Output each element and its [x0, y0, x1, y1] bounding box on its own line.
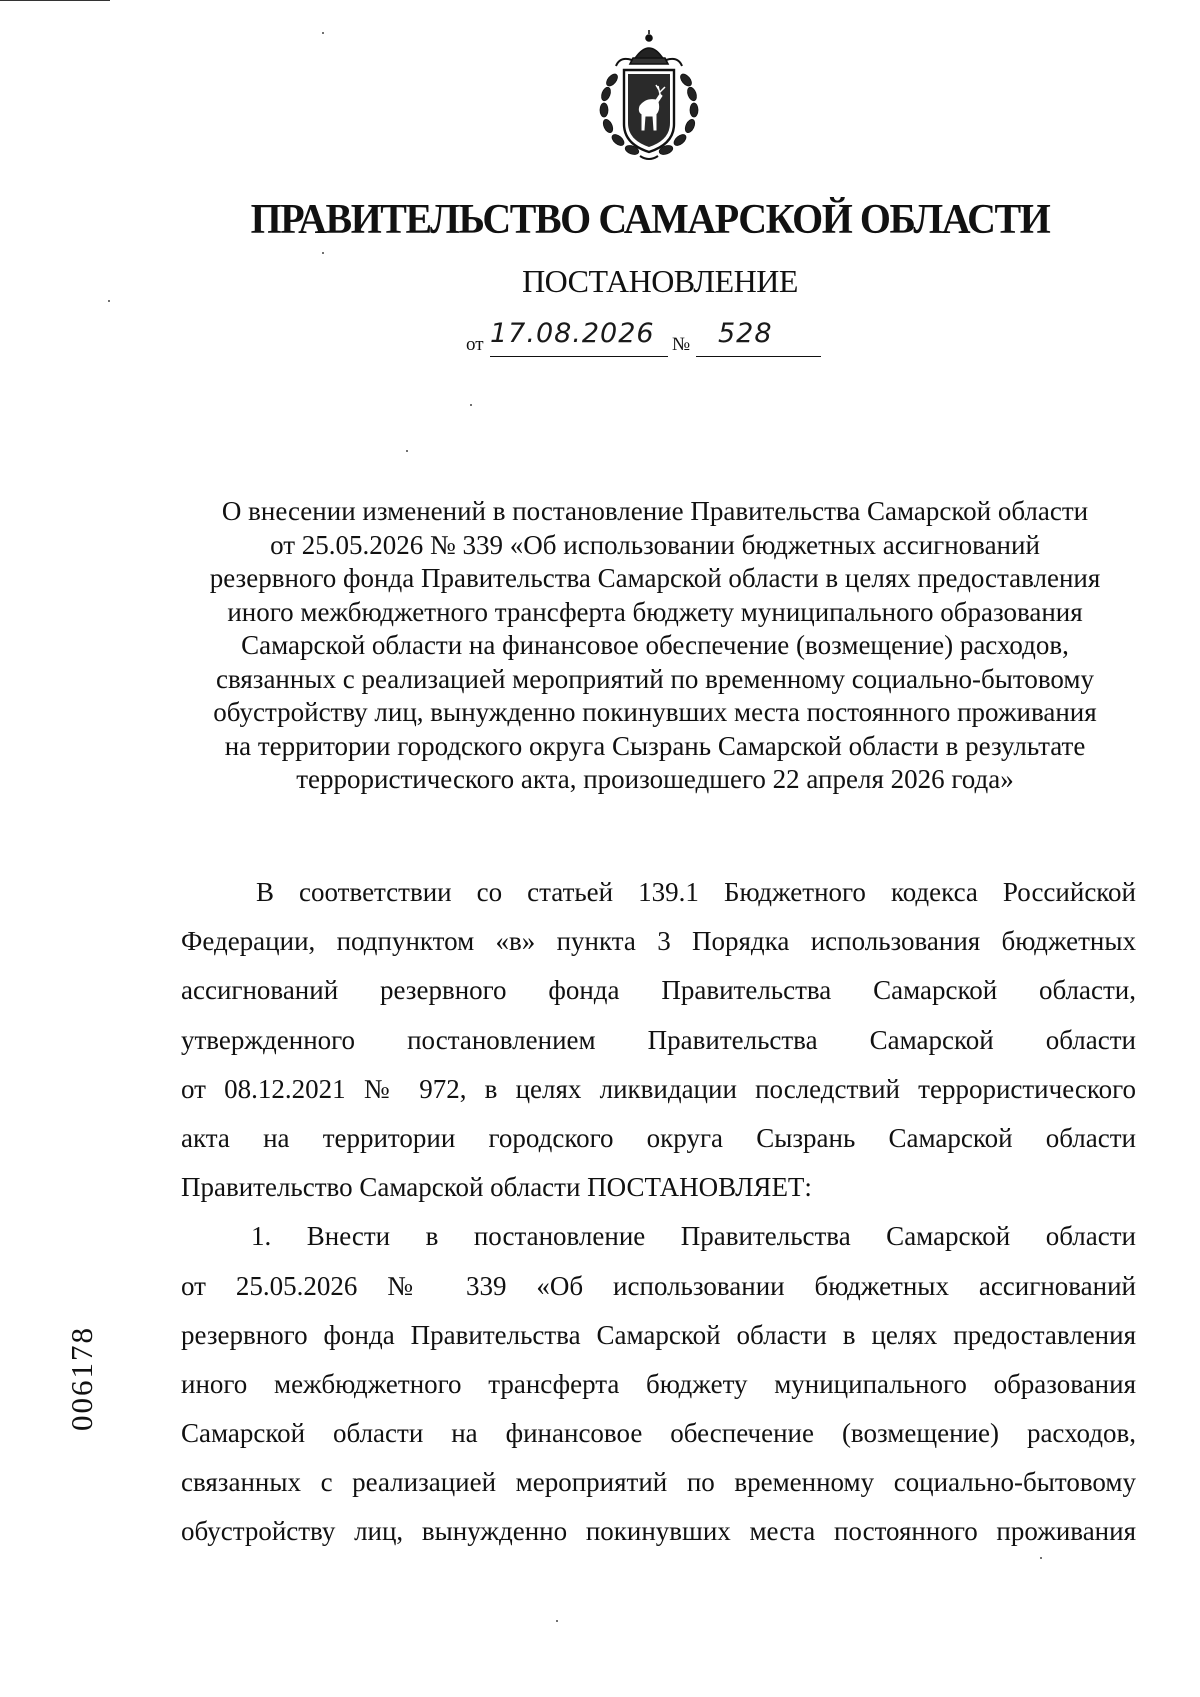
- scan-speck: [108, 300, 110, 302]
- document-subject: [175, 495, 1135, 797]
- date-value: 17.08.2026: [490, 318, 655, 349]
- body-line: Федерации, подпунктом «в» пункта 3 Порядка использования бюджетных: [181, 926, 1136, 957]
- number-prefix-label: №: [672, 334, 691, 355]
- document-type: ПОСТАНОВЛЕНИЕ: [522, 263, 798, 299]
- scan-corner-mark: [0, 0, 110, 1]
- subject-line: на территории городского округа Сызрань Самарской области в результате: [224, 730, 1086, 761]
- body-line: резервного фонда Правительства Самарской области в целях предоставления: [181, 1319, 1136, 1350]
- scan-speck: [322, 252, 324, 254]
- document-body: [181, 868, 1136, 1557]
- subject-line: иного межбюджетного трансферта бюджету муниципального образования: [227, 596, 1083, 627]
- coat-of-arms-icon: [590, 30, 708, 166]
- date-underline: [490, 356, 668, 357]
- body-line: связанных с реализацией мероприятий по временному социально-бытовому: [181, 1467, 1136, 1498]
- body-line: 1. Внести в постановление Правительства Самарской области: [251, 1221, 1136, 1252]
- body-line: В соответствии со статьей 139.1 Бюджетного кодекса Российской: [256, 877, 1136, 907]
- number-underline: [696, 356, 821, 357]
- body-line: утвержденного постановлением Правительства Самарской области: [181, 1024, 1136, 1055]
- body-line: от 25.05.2026 № 339 «Об использовании бюджетных ассигнований: [181, 1270, 1136, 1301]
- subject-line: террористического акта, произошедшего 22 апреля 2026 года»: [296, 764, 1014, 794]
- number-value: 528: [718, 318, 773, 349]
- subject-line: обустройству лиц, вынужденно покинувших места постоянного проживания: [213, 697, 1097, 727]
- date-prefix-label: от: [466, 334, 484, 355]
- subject-line: резервного фонда Правительства Самарской области в целях предоставления: [209, 563, 1101, 593]
- body-line: ассигнований резервного фонда Правительства Самарской области,: [181, 975, 1136, 1006]
- subject-line: от 25.05.2026 № 339 «Об использовании бюджетных ассигнований: [270, 529, 1040, 560]
- scan-speck: [1040, 1557, 1042, 1559]
- body-line: от 08.12.2021 № 972, в целях ликвидации последствий террористического: [181, 1073, 1136, 1104]
- scan-speck: [406, 450, 408, 452]
- body-line: иного межбюджетного трансферта бюджету муниципального образования: [181, 1368, 1136, 1399]
- scan-speck: [470, 404, 472, 406]
- date-number-line: [460, 318, 860, 362]
- body-line: Самарской области на финансовое обеспечение (возмещение) расходов,: [181, 1418, 1136, 1449]
- margin-stamp-number: 006178: [64, 1326, 99, 1431]
- body-line: акта на территории городского округа Сызрань Самарской области: [181, 1122, 1136, 1153]
- scan-speck: [556, 1620, 558, 1622]
- body-line: обустройству лиц, вынужденно покинувших места постоянного проживания: [181, 1516, 1136, 1547]
- organization-title: ПРАВИТЕЛЬСТВО САМАРСКОЙ ОБЛАСТИ: [250, 197, 1050, 243]
- subject-line: Самарской области на финансовое обеспечение (возмещение) расходов,: [241, 630, 1069, 660]
- subject-line: О внесении изменений в постановление Правительства Самарской области: [221, 496, 1089, 526]
- scan-speck: [322, 32, 324, 34]
- subject-line: связанных с реализацией мероприятий по временному социально-бытовому: [215, 663, 1094, 694]
- body-line: Правительство Самарской области ПОСТАНОВЛЯЕТ:: [181, 1172, 812, 1203]
